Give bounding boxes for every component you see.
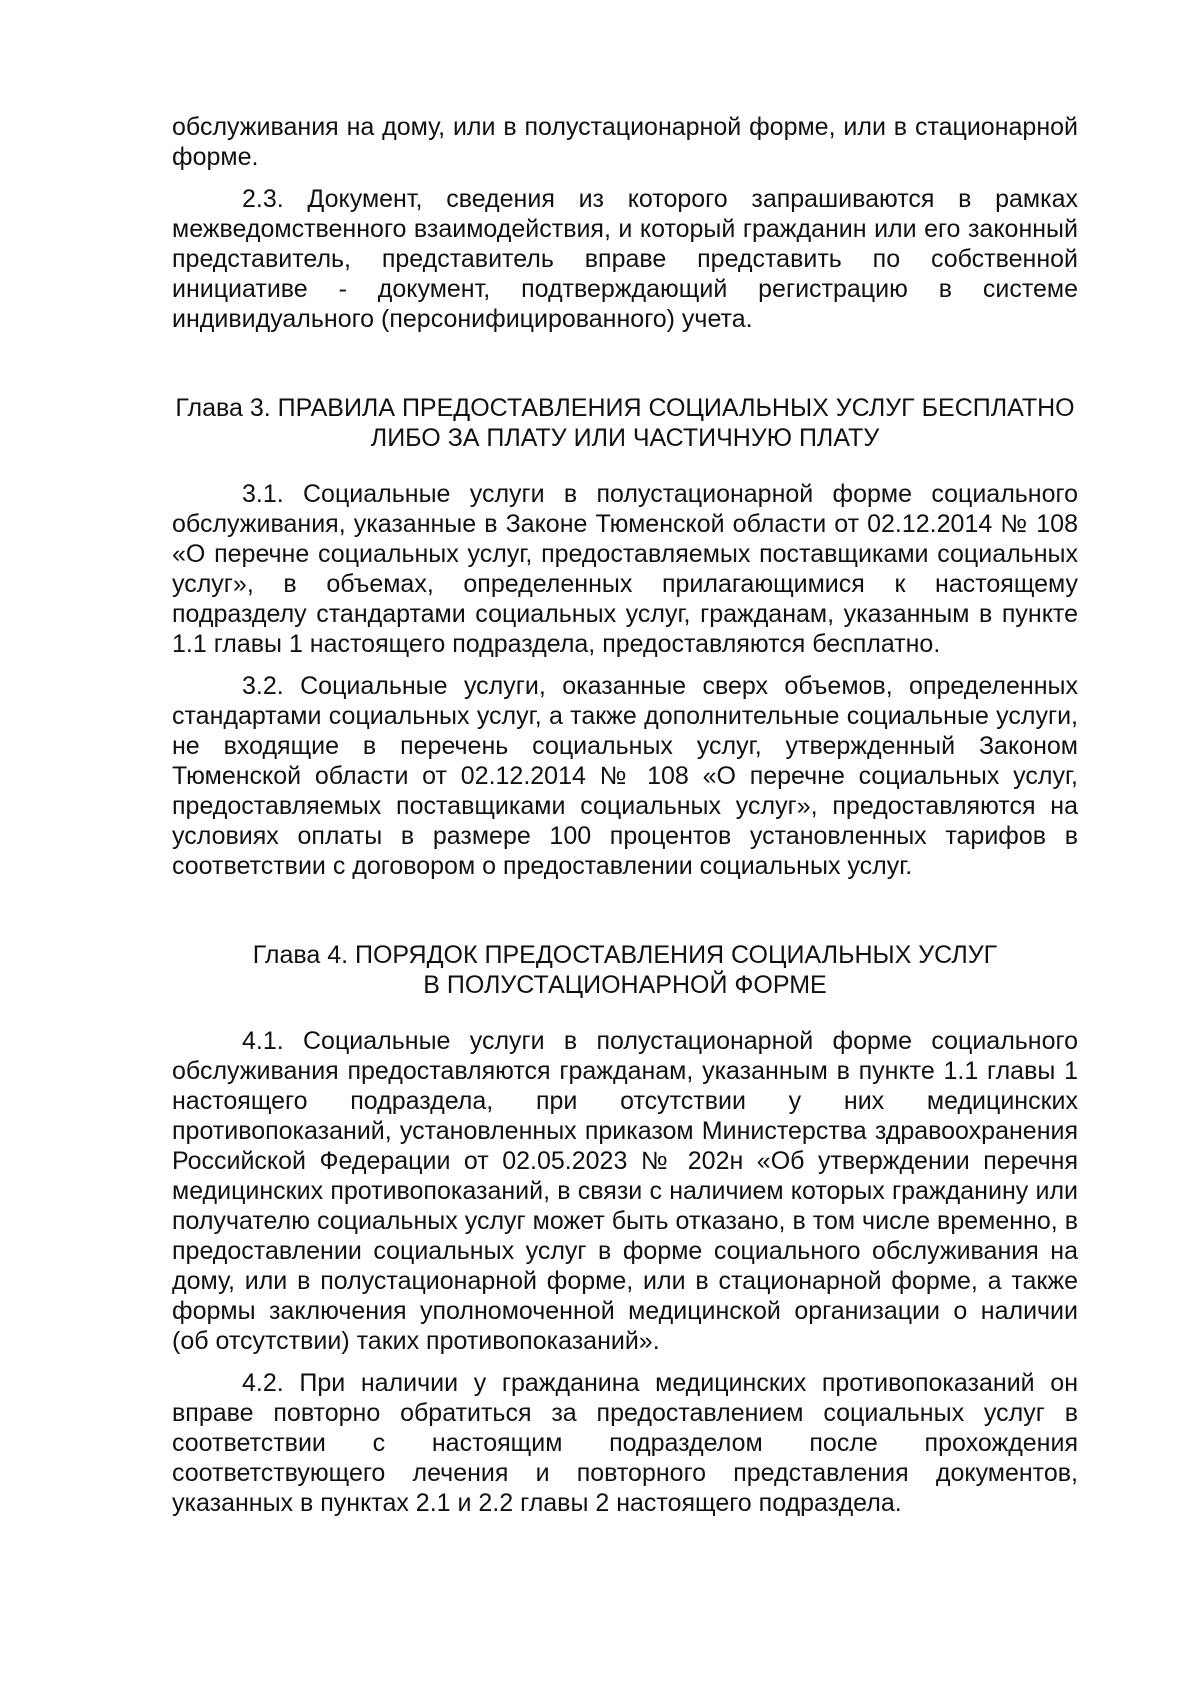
- paragraph-2-3: 2.3. Документ, сведения из которого запрашиваются в рамках межведомственного взаимодействия, и который гражданин или его законный представитель, представитель вправе представить по собственной инициативе - документ, подтверждающий регистрацию в системе индивидуального (персонифицированного) учета.: [172, 185, 1078, 333]
- paragraph-3-1: 3.1. Социальные услуги в полустационарной форме социального обслуживания, указанные в Законе Тюменской области от 02.12.2014 № 108 «О перечне социальных услуг, предоставляемых поставщиками социальных услуг», в объемах, определенных прилагающимися к настоящему подразделу стандартами социальных услуг, гражданам, указанным в пункте 1.1 главы 1 настоящего подраздела, предоставляются бесплатно.: [172, 480, 1078, 658]
- chapter-3-heading-line-2: ЛИБО ЗА ПЛАТУ ИЛИ ЧАСТИЧНУЮ ПЛАТУ: [370, 424, 880, 452]
- continuation-paragraph: обслуживания на дому, или в полустационарной форме, или в стационарной форме.: [172, 113, 1078, 171]
- chapter-3-heading-line-1: Глава 3. ПРАВИЛА ПРЕДОСТАВЛЕНИЯ СОЦИАЛЬНЫХ УСЛУГ БЕСПЛАТНО: [175, 394, 1075, 422]
- paragraph-4-2: 4.2. При наличии у гражданина медицинских противопоказаний он вправе повторно обратиться за предоставлением социальных услуг в соответствии с настоящим подразделом после прохождения соответствующего лечения и повторного представления документов, указанных в пунктах 2.1 и 2.2 главы 2 настоящего подраздела.: [172, 1369, 1078, 1517]
- paragraph-4-1: 4.1. Социальные услуги в полустационарной форме социального обслуживания предоставляются гражданам, указанным в пункте 1.1 главы 1 настоящего подраздела, при отсутствии у них медицинских противопоказаний, установленных приказом Министерства здравоохранения Российской Федерации от 02.05.2023 № 202н «Об утверждении перечня медицинских противопоказаний, в связи с наличием которых гражданину или получателю социальных услуг может быть отказано, в том числе временно, в предоставлении социальных услуг в форме социального обслуживания на дому, или в полустационарной форме, или в стационарной форме, а также формы заключения уполномоченной медицинской организации о наличии (об отсутствии) таких противопоказаний».: [172, 1027, 1078, 1355]
- chapter-4-heading-line-1: Глава 4. ПОРЯДОК ПРЕДОСТАВЛЕНИЯ СОЦИАЛЬНЫХ УСЛУГ: [252, 941, 998, 969]
- chapter-4-heading: [172, 940, 1078, 1000]
- chapter-3-heading: [172, 393, 1078, 453]
- chapter-4-heading-line-2: В ПОЛУСТАЦИОНАРНОЙ ФОРМЕ: [423, 971, 827, 999]
- paragraph-3-2: 3.2. Социальные услуги, оказанные сверх объемов, определенных стандартами социальных услуг, а также дополнительные социальные услуги, не входящие в перечень социальных услуг, утвержденный Законом Тюменской области от 02.12.2014 № 108 «О перечне социальных услуг, предоставляемых поставщиками социальных услуг», предоставляются на условиях оплаты в размере 100 процентов установленных тарифов в соответствии с договором о предоставлении социальных услуг.: [172, 672, 1078, 880]
